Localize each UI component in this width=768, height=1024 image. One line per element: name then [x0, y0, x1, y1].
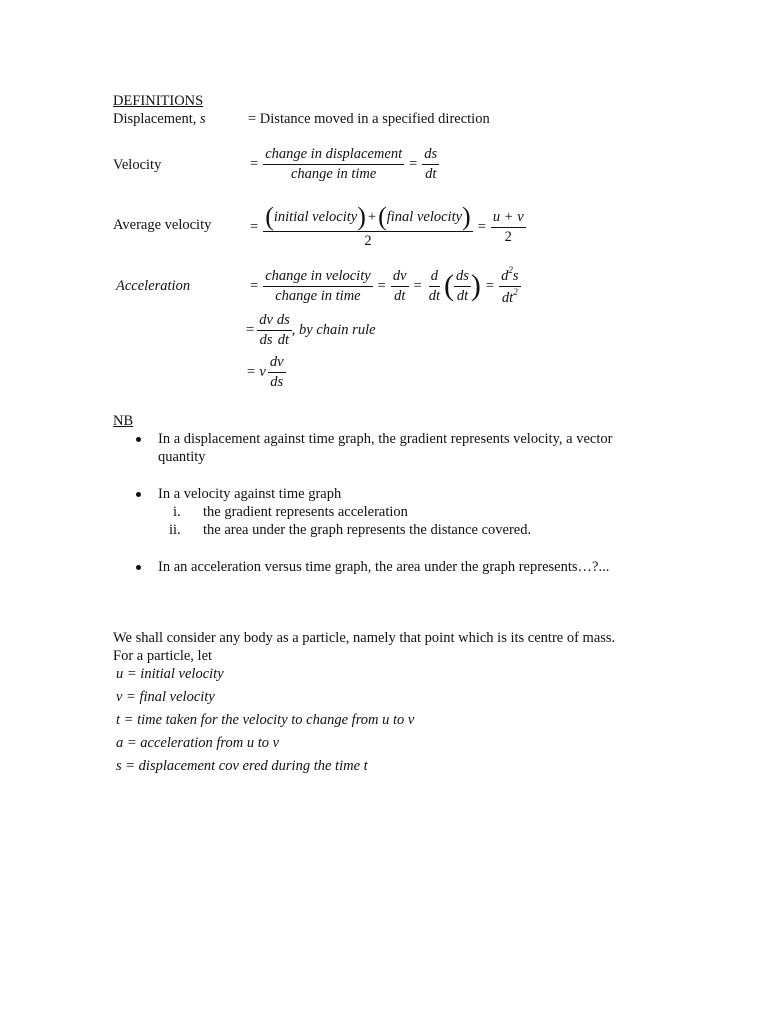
dt-symbol: dt — [501, 289, 514, 306]
nb-bullet-2: In a velocity against time graph — [158, 486, 342, 502]
chain-rule-text: , by chain rule — [291, 322, 376, 338]
bullet-icon — [136, 492, 141, 497]
fraction-denominator — [500, 287, 520, 307]
equals-sign: = — [377, 277, 386, 294]
chain-rule-equation — [246, 312, 376, 349]
equals-sign: = — [250, 156, 259, 172]
displacement-definition: = Distance moved in a specified direction — [248, 111, 490, 127]
fraction-numerator: change in displacement — [263, 146, 404, 165]
left-paren: ( — [265, 202, 274, 231]
dv-ds-fraction — [257, 312, 275, 349]
nb-bullet-1-line-2: quantity — [158, 449, 206, 465]
fraction-numerator — [263, 204, 473, 232]
fraction-numerator: change in velocity — [263, 268, 372, 287]
fraction-numerator: dv — [268, 354, 286, 373]
def-t: t = time taken for the velocity to change from u to v — [116, 712, 415, 728]
definitions-heading: DEFINITIONS — [113, 93, 204, 109]
equals-sign: = — [477, 218, 486, 235]
ds-dt-fraction — [454, 268, 471, 305]
nb-bullet-1-line-1: In a displacement against time graph, the gradient represents velocity, a vector — [158, 431, 613, 447]
displacement-label — [113, 111, 206, 128]
right-paren: ) — [462, 202, 471, 231]
fraction-numerator: ds — [275, 312, 292, 331]
numerator-term-2: final velocity — [386, 208, 463, 225]
acceleration-label: Acceleration — [116, 278, 191, 294]
sub-item-marker-i: i. — [173, 504, 181, 520]
displacement-symbol: s — [199, 111, 206, 127]
velocity-derivative — [422, 146, 439, 183]
average-velocity-fraction — [263, 204, 473, 250]
def-s: s = displacement cov ered during the time t — [116, 758, 368, 774]
equals-sign: = — [413, 277, 422, 294]
superscript-2: 2 — [513, 286, 518, 297]
velocity-fraction — [263, 146, 404, 183]
equals-sign: = — [246, 322, 255, 338]
fraction-denominator: change in time — [275, 287, 361, 304]
average-velocity-equation — [248, 204, 526, 250]
second-derivative-fraction — [499, 266, 520, 307]
dv-dt-fraction — [391, 268, 409, 305]
sub-item-i: the gradient represents acceleration — [203, 504, 408, 520]
d-dt-operator — [427, 268, 442, 305]
def-u: u = initial velocity — [116, 666, 224, 682]
fraction-denominator: dt — [277, 332, 289, 348]
fraction-denominator: dt — [428, 287, 441, 304]
fraction-denominator: ds — [259, 332, 273, 348]
fraction-denominator: dt — [394, 287, 406, 304]
def-a: a = acceleration from u to v — [116, 735, 280, 751]
superscript-2: 2 — [508, 265, 513, 275]
fraction-denominator: change in time — [290, 166, 377, 182]
fraction-numerator: ds — [422, 146, 439, 165]
def-v: v = final velocity — [116, 689, 215, 705]
fraction-numerator: ds — [454, 268, 471, 287]
displacement-label-text: Displacement, — [113, 111, 200, 127]
fraction-denominator: dt — [456, 287, 469, 304]
particle-intro-line-1: We shall consider any body as a particle, namely that point which is its centre of mass. — [113, 630, 616, 646]
ds-dt-fraction — [275, 312, 292, 349]
fraction-numerator: u + v — [491, 209, 526, 228]
equals-sign: = — [250, 277, 259, 294]
sub-item-ii: the area under the graph represents the distance covered. — [203, 522, 532, 538]
v-prefix: = v — [246, 364, 266, 380]
s-symbol: s — [512, 267, 519, 284]
nb-heading: NB — [113, 413, 134, 429]
fraction-denominator: 2 — [504, 228, 512, 245]
sub-item-marker-ii: ii. — [169, 522, 181, 538]
fraction-denominator: ds — [270, 374, 284, 390]
numerator-term-1: initial velocity — [273, 208, 358, 225]
equals-sign: = — [250, 218, 259, 235]
left-paren: ( — [378, 202, 387, 231]
nb-bullet-3: In an acceleration versus time graph, the area under the graph represents…?... — [158, 559, 610, 575]
acceleration-equation — [248, 266, 521, 307]
left-paren: ( — [444, 269, 455, 303]
fraction-numerator: d — [429, 268, 440, 287]
right-paren: ) — [470, 269, 481, 303]
fraction-denominator: 2 — [364, 233, 372, 249]
fraction-numerator: dv — [391, 268, 409, 287]
bullet-icon — [136, 437, 141, 442]
particle-intro-line-2: For a particle, let — [113, 648, 213, 664]
velocity-equation — [248, 146, 439, 183]
acceleration-fraction — [263, 268, 372, 305]
velocity-label: Velocity — [113, 157, 162, 173]
fraction-numerator: dv — [257, 312, 275, 331]
average-velocity-result — [491, 209, 526, 246]
d-symbol: d — [501, 267, 509, 284]
bullet-icon — [136, 565, 141, 570]
dv-ds-fraction — [268, 354, 286, 391]
fraction-numerator — [499, 266, 520, 287]
average-velocity-label: Average velocity — [113, 217, 212, 233]
right-paren: ) — [357, 202, 366, 231]
v-dv-ds-equation — [246, 354, 286, 391]
equals-sign: = — [409, 156, 418, 172]
plus-sign: + — [367, 208, 377, 225]
equals-sign: = — [485, 277, 495, 294]
fraction-denominator: dt — [425, 166, 437, 182]
